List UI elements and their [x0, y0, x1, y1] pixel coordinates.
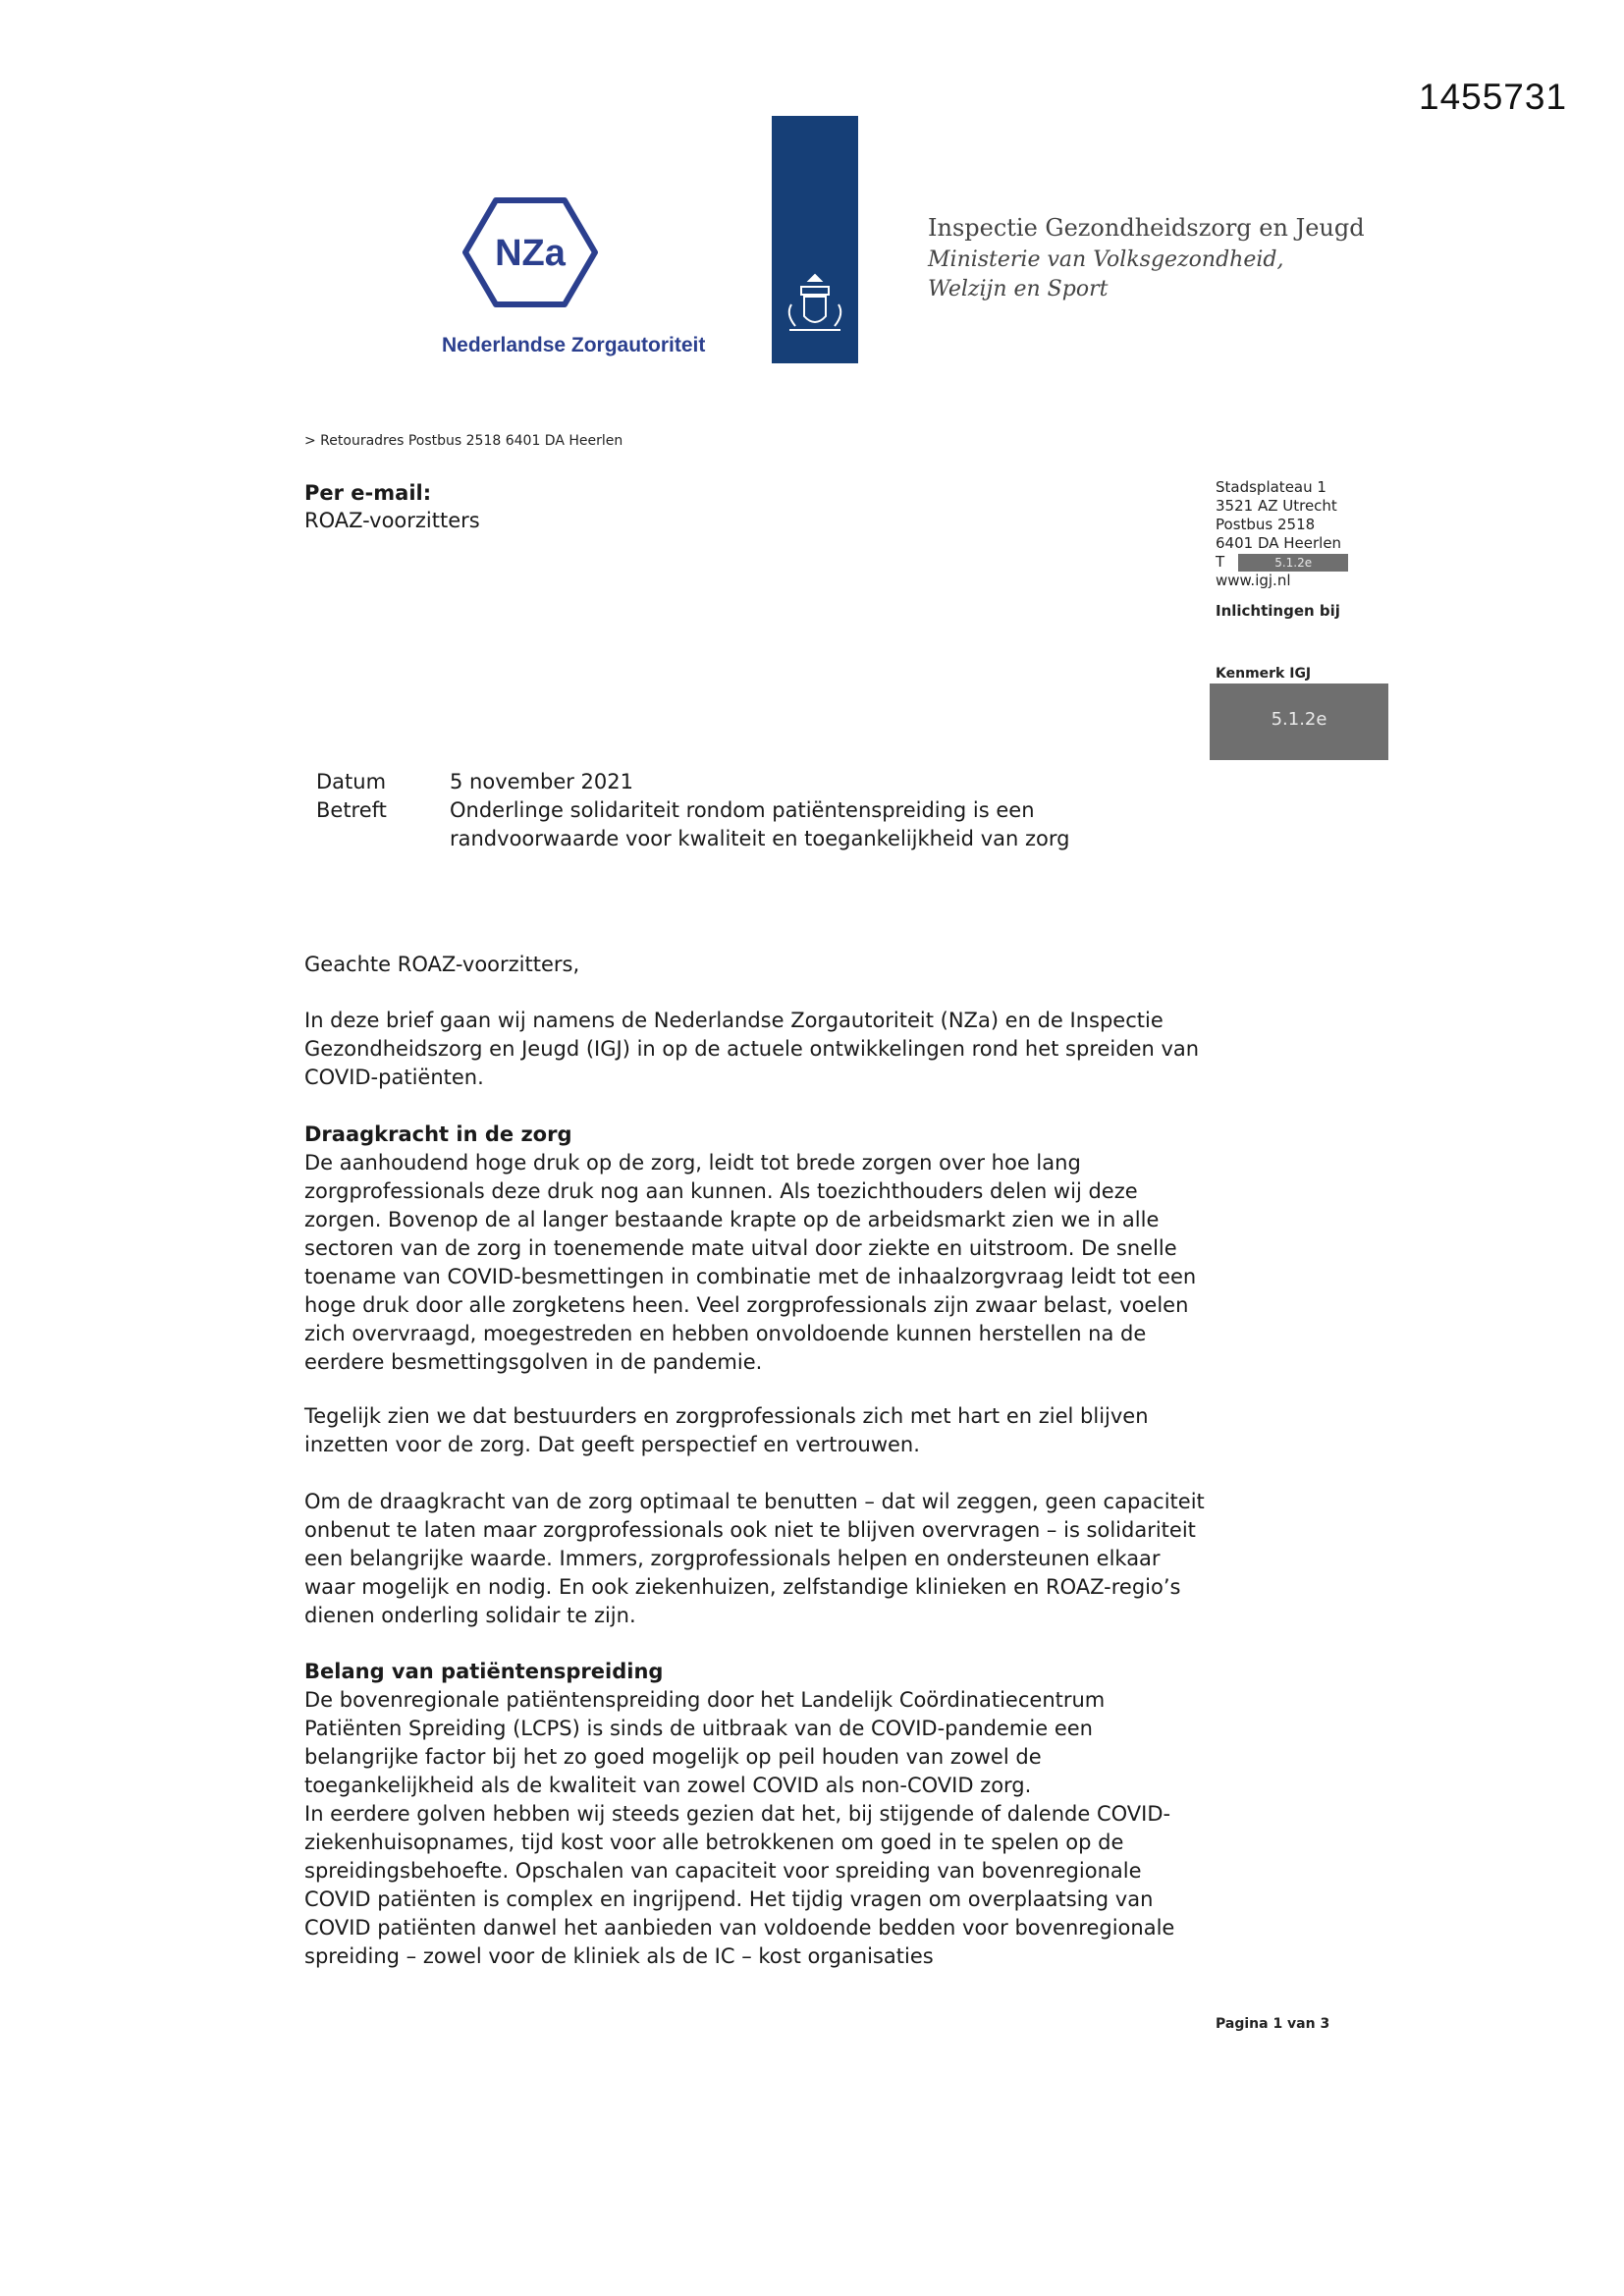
- nza-name: Nederlandse Zorgautoriteit: [442, 334, 706, 356]
- paragraph-patientenspreiding: [304, 1686, 1208, 1971]
- recipient-method: Per e-mail:: [304, 481, 432, 505]
- nza-logo: [461, 196, 599, 309]
- salutation: Geachte ROAZ-voorzitters,: [304, 953, 580, 976]
- telephone-redacted: 5.1.2e: [1238, 554, 1348, 572]
- datum-label: Datum: [316, 770, 387, 793]
- intro-paragraph: In deze brief gaan wij namens de Nederlandse Zorgautoriteit (NZa) en de Inspectie Gezondheidszorg en Jeugd (IGJ) in op de actuele ontwikkelingen rond het spreiden van COVID-patiënten.: [304, 1009, 1200, 1089]
- nza-mark: NZa: [495, 233, 566, 274]
- heading-draagkracht: Draagkracht in de zorg: [304, 1122, 572, 1146]
- return-address: > Retouradres Postbus 2518 6401 DA Heerlen: [304, 433, 623, 449]
- betreft-value: Onderlinge solidariteit rondom patiëntenspreiding is een randvoorwaarde voor kwaliteit en toegankelijkheid van zorg: [450, 798, 1070, 850]
- telephone-row: [1216, 553, 1348, 572]
- kenmerk-label: Kenmerk IGJ: [1216, 666, 1312, 682]
- paragraph-golven: In eerdere golven hebben wij steeds gezien dat het, bij stijgende of dalende COVID-ziekenhuisopnames, tijd kost voor alle betrokkenen om goed in te spelen op de spreidingsbehoefte. Opschalen van capaciteit voor spreiding van bovenregionale COVID patiënten is complex en ingrijpend. Het tijdig vragen om overplaatsing van COVID patiënten danwel het aanbieden van voldoende bedden voor bovenregionale spreiding – zowel voor de kliniek als de IC – kost organisaties: [304, 1802, 1175, 1968]
- sender-address: [1216, 478, 1348, 590]
- heading-patientenspreiding: Belang van patiëntenspreiding: [304, 1660, 664, 1683]
- paragraph-solidariteit: Om de draagkracht van de zorg optimaal te benutten – dat wil zeggen, geen capaciteit onbenut te laten maar zorgprofessionals ook niet te blijven overvragen – is solidariteit een belangrijke waarde. Immers, zorgprofessionals helpen en ondersteunen elkaar waar mogelijk en nodig. En ook ziekenhuizen, zelfstandige klinieken en ROAZ-regio’s dienen onderling solidair te zijn.: [304, 1490, 1205, 1627]
- page-number: Pagina 1 van 3: [1216, 2016, 1330, 2032]
- igj-ministry-line1: Ministerie van Volksgezondheid,: [928, 247, 1284, 272]
- paragraph-tegelijk: Tegelijk zien we dat bestuurders en zorgprofessionals zich met hart en ziel blijven inzetten voor de zorg. Dat geeft perspectief en vertrouwen.: [304, 1404, 1149, 1456]
- igj-ministry: [928, 246, 1283, 304]
- telephone-label: T: [1216, 553, 1225, 571]
- crest-icon: [772, 265, 858, 344]
- sender-line3: Postbus 2518: [1216, 516, 1316, 533]
- igj-title: Inspectie Gezondheidszorg en Jeugd: [928, 214, 1365, 242]
- betreft-label: Betreft: [316, 798, 387, 822]
- datum-value: 5 november 2021: [450, 770, 634, 793]
- document-number: 1455731: [1419, 77, 1568, 117]
- paragraph-draagkracht: De aanhoudend hoge druk op de zorg, leidt tot brede zorgen over hoe lang zorgprofessionals deze druk nog aan kunnen. Als toezichthouders delen wij deze zorgen. Bovenop de al langer bestaande krapte op de arbeidsmarkt zien we in alle sectoren van de zorg in toenemende mate uitval door ziekte en uitstroom. De snelle toename van COVID-besmettingen in combinatie met de inhaalzorgvraag leidt tot een hoge druk door alle zorgketens heen. Veel zorgprofessionals zijn zwaar belast, voelen zich overvraagd, moegestreden en hebben onvoldoende kunnen herstellen na de eerdere besmettingsgolven in de pandemie.: [304, 1151, 1197, 1374]
- info-label: Inlichtingen bij: [1216, 602, 1340, 620]
- sender-line2: 3521 AZ Utrecht: [1216, 497, 1337, 515]
- kenmerk-redacted: 5.1.2e: [1210, 683, 1388, 760]
- recipient-name: ROAZ-voorzitters: [304, 509, 480, 532]
- paragraph-lcps: De bovenregionale patiëntenspreiding door het Landelijk Coördinatiecentrum Patiënten Spreiding (LCPS) is sinds de uitbraak van de COVID-pandemie een belangrijke factor bij het zo goed mogelijk op peil houden van zowel de toegankelijkheid als de kwaliteit van zowel COVID als non-COVID zorg.: [304, 1688, 1106, 1797]
- website-link[interactable]: www.igj.nl: [1216, 572, 1291, 589]
- sender-line4: 6401 DA Heerlen: [1216, 534, 1342, 552]
- igj-ministry-line2: Welzijn en Sport: [928, 277, 1109, 301]
- sender-line1: Stadsplateau 1: [1216, 478, 1326, 496]
